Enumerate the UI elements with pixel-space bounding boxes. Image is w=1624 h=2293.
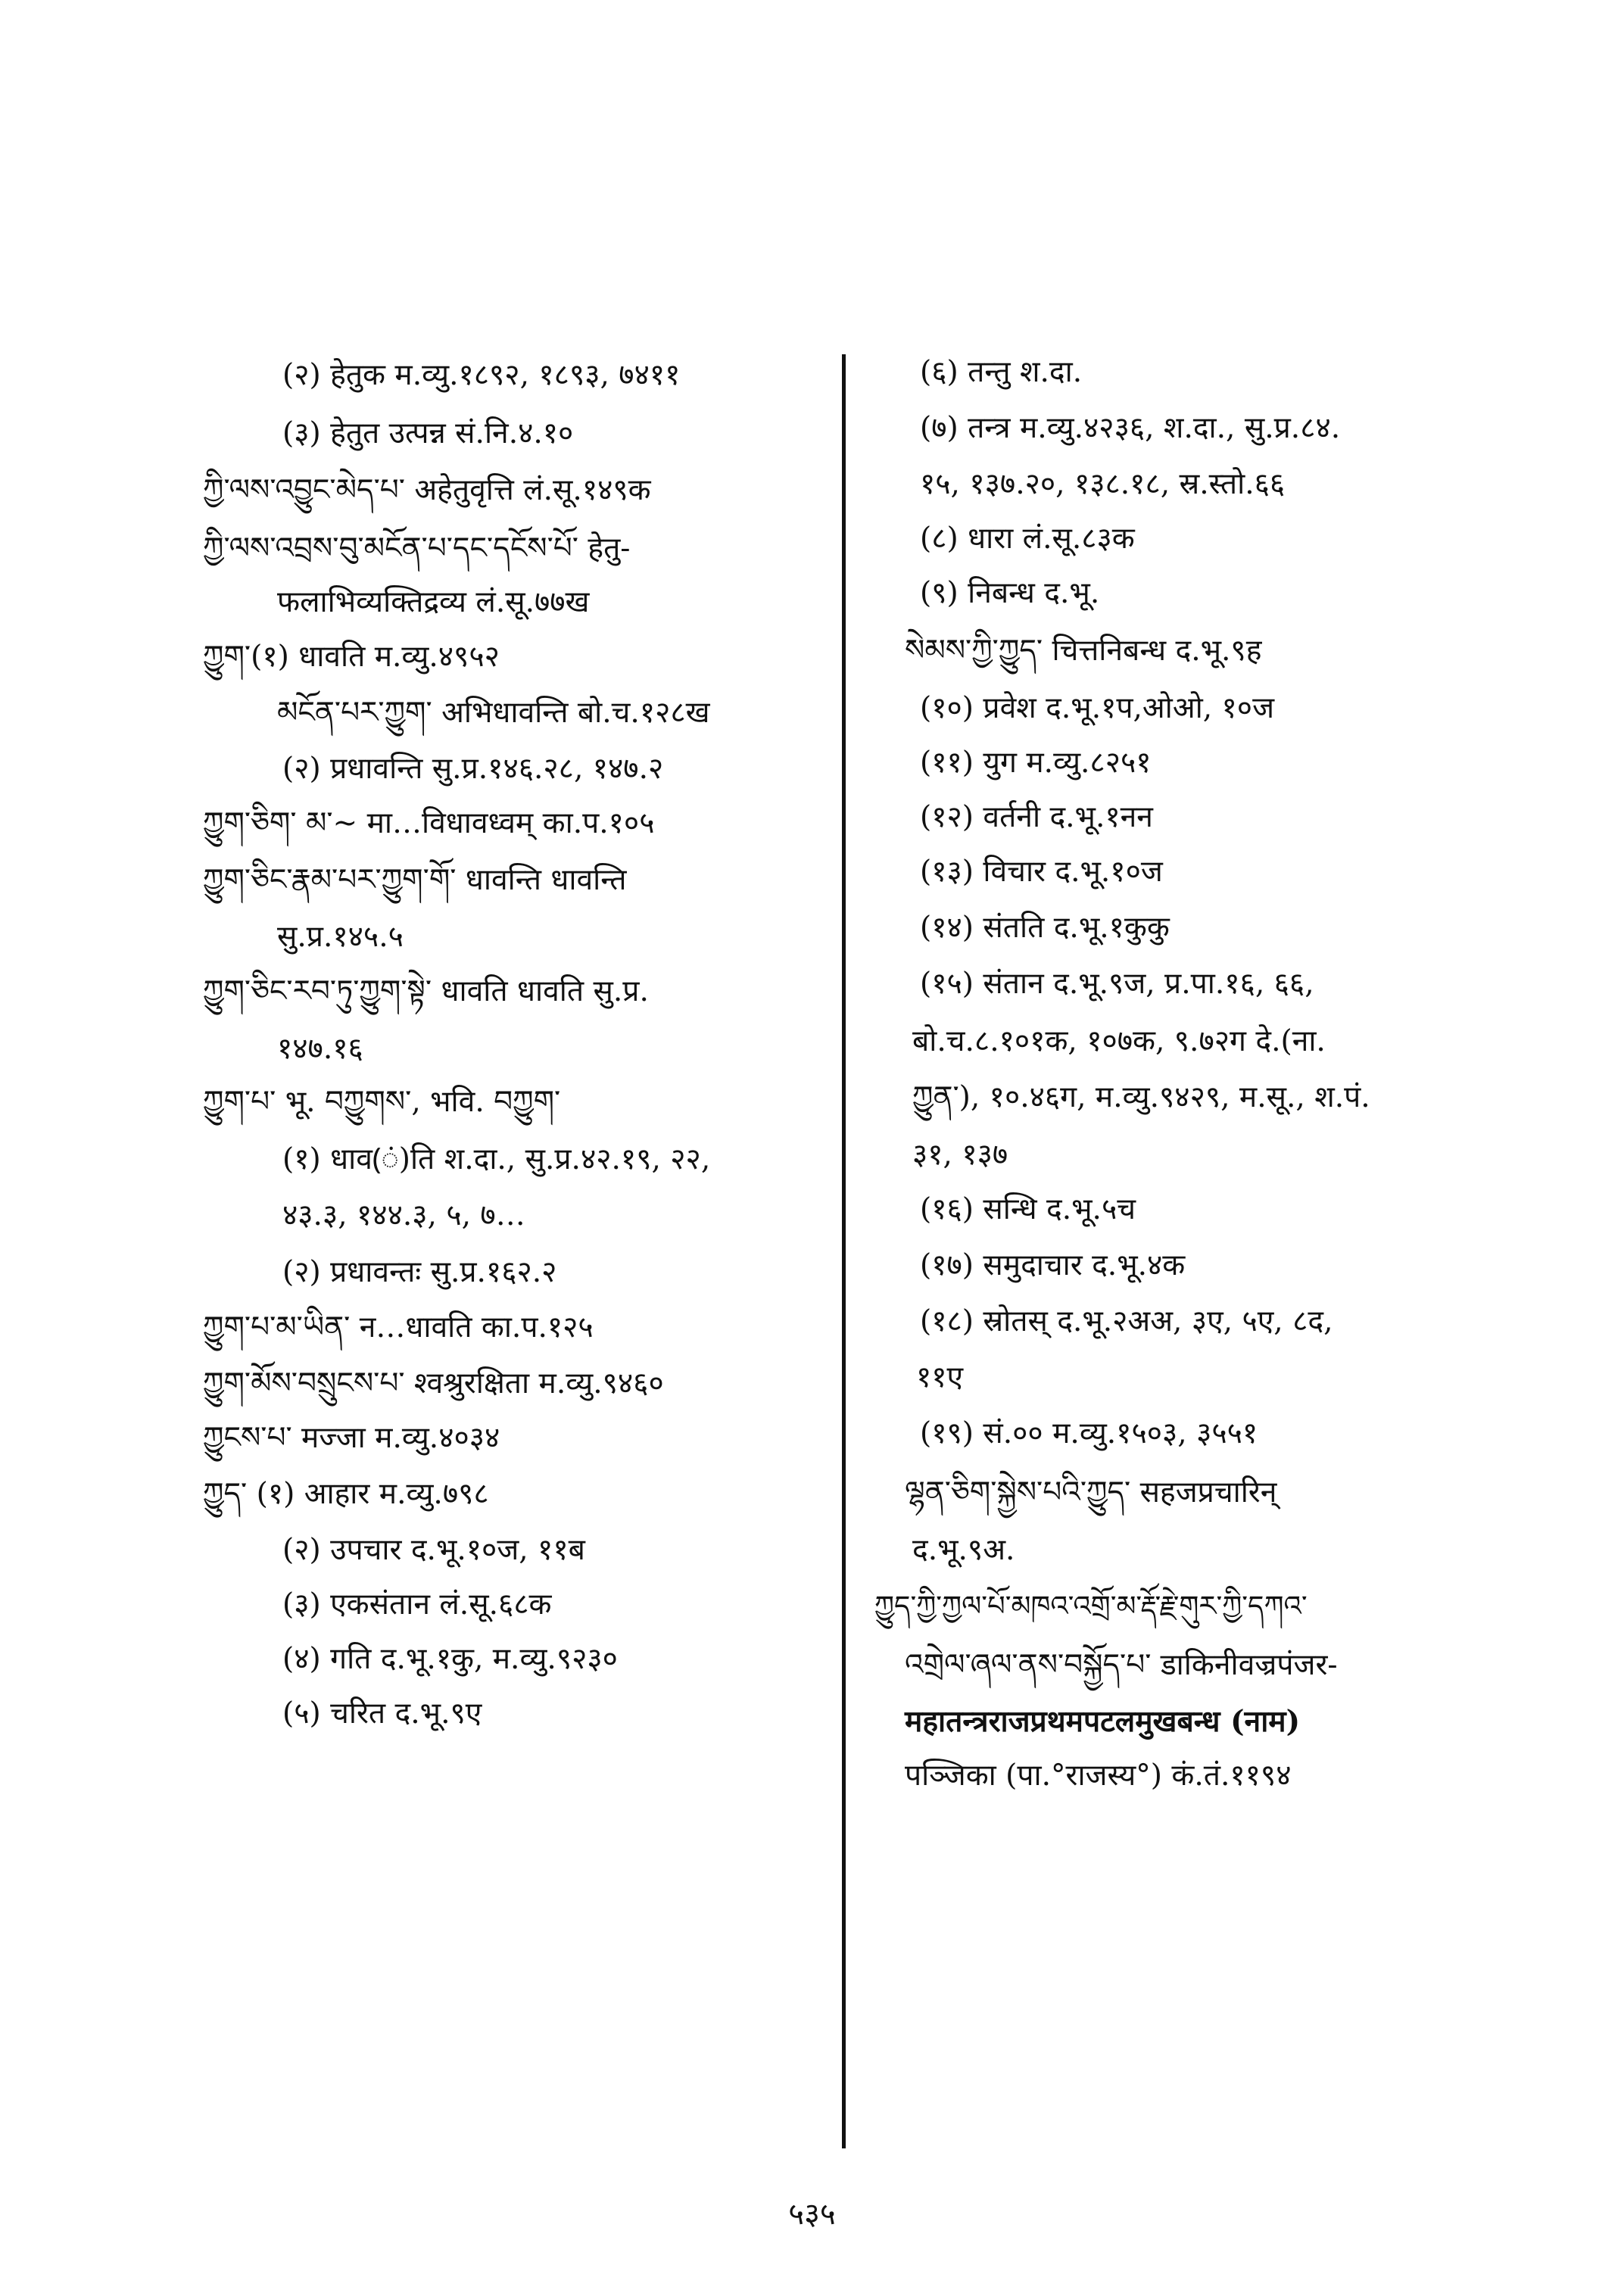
entry-line: (२) प्रधावन्तः सु.प्र.१६२.२ [282, 1255, 557, 1289]
entry-line: (१) धाव(ं)ति श.दा., सु.प्र.४२.१९, २२, [282, 1142, 711, 1176]
entry-line: (३) हेतुत उत्पन्न सं.नि.४.१० [282, 416, 574, 450]
entry-line: ཀྱུག་ཅིང་རབ་ཏུ་ཀྱུག་སྟེ་ धावति धावति सु.प्र. [203, 974, 649, 1008]
entry-line: (८) धारा लं.सू.८३क [920, 522, 1135, 556]
entry-line: (५) चरित द.भू.९ए [282, 1696, 482, 1731]
entry-line: (१३) विचार द.भू.१०ज [920, 855, 1163, 889]
entry-line: ४३.३, १४४.३, ५, ७… [282, 1198, 525, 1232]
entry-line: (२) प्रधावन्ति सु.प्र.१४६.२८, १४७.२ [282, 752, 664, 786]
entry-line: (३) एकसंतान लं.सू.६८क [282, 1587, 552, 1622]
entry-line: (४) गति द.भू.१कु, म.व्यु.९२३० [282, 1642, 618, 1676]
entry-line: ཀྱུག་ཅིང་རྣམ་པར་ཀྱུག་གོ་ धावन्ति धावन्ति [203, 863, 627, 897]
entry-line: फलाभिव्यक्तिद्रव्य लं.सू.७७ख [277, 585, 590, 619]
entry-line: (१९) सं.०० म.व्यु.१५०३, ३५५१ [920, 1416, 1258, 1450]
entry-line: (६) तन्तु श.दा. [920, 355, 1083, 389]
page-number: ५३५ [788, 2197, 836, 2232]
entry-line: འགྲེལ་ཞལ་ནས་བསྐྱོད་པ་ डाकिनीवज्रपंजर- [905, 1648, 1338, 1682]
entry-line: १४७.१६ [277, 1032, 363, 1066]
entry-line: १५, १३७.२०, १३८.१८, स्र.स्तो.६६ [920, 467, 1286, 501]
entry-line: (१६) सन्धि द.भू.५च [920, 1192, 1136, 1226]
entry-line: ཀྱི་ལས་འབྲས་བུ་མངོན་པ་དང་དངོས་པོ་ हेतु- [203, 531, 631, 565]
entry-line: ཀྱི་ལས་འབྱུང་མེད་པ་ अहेतुवृत्ति लं.सू.१४९क [203, 473, 651, 507]
entry-line: (७) तन्त्र म.व्यु.४२३६, श.दा., सु.प्र.८४. [920, 411, 1341, 445]
entry-line: (१५) संतान द.भू.९ज, प्र.पा.१६, ६६, [920, 967, 1314, 1001]
entry-line: ཀྱུག་(१) धावति म.व्यु.४९५२ [203, 640, 500, 674]
entry-line: (११) युग म.व्यु.८२५१ [920, 746, 1152, 780]
entry-line: सु.प्र.१४५.५ [277, 920, 404, 954]
entry-line: बो.च.८.१०१क, १०७क, ९.७२ग दे.(ना. [912, 1024, 1326, 1058]
entry-line: ཀྱུག་པ་ भू. བཀྱུགས་, भवि. བཀྱུག་ [203, 1085, 561, 1119]
entry-line: ལྷན་ཅིག་སྐྱེས་པའི་ཀྱུད་ सहजप्रचारिन् [905, 1475, 1277, 1509]
entry-line: ११ए [916, 1360, 964, 1394]
entry-line: ཀྱུད་ཀྱི་ཀྱལ་པོ་མཁའ་འགྲོ་མ་རྡོ་རྗེ་གུར་ཀྱི་དཀའ་ [874, 1590, 1308, 1622]
entry-line: (१०) प्रवेश द.भू.१प,ओओ, १०ज [920, 691, 1275, 725]
entry-line: (१८) स्रोतस् द.भू.२अअ, ३ए, ५ए, ८द, [920, 1304, 1333, 1338]
entry-line: ३१, १३७ [912, 1138, 1008, 1172]
entry-line: ཀྱུན་), १०.४६ग, म.व्यु.९४२९, म.सू., श.पं. [912, 1080, 1370, 1114]
column-divider [842, 354, 846, 2148]
entry-line: ཀྱུངས་པ་ मज्जा म.व्यु.४०३४ [203, 1421, 500, 1455]
entry-line: (९) निबन्ध द.भू. [920, 576, 1100, 610]
entry-line: མངོན་པར་ཀྱུག་ अभिधावन्ति बो.च.१२८ख [277, 696, 710, 730]
entry-line: महातन्त्रराजप्रथमपटलमुखबन्ध (नाम) [905, 1704, 1301, 1739]
entry-line: (२) हेतुक म.व्यु.१८९२, १८९३, ७४११ [282, 358, 681, 392]
entry-line: पञ्जिका (पा.°राजस्य°) कं.तं.११९४ [905, 1759, 1292, 1793]
entry-line: (२) उपचार द.भू.१०ज, ११ब [282, 1533, 585, 1567]
entry-line: (१२) वर्तनी द.भू.१नन [920, 800, 1153, 834]
entry-line: ཀྱུད་ (१) आहार म.व्यु.७९८ [203, 1477, 489, 1511]
entry-line: སེམས་ཀྱི་ཀྱུད་ चित्तनिबन्ध द.भू.९ह [905, 634, 1262, 668]
entry-line: ཀྱུག་ཅིག་ མ་~ मा…विधावध्वम् का.प.१०५ [203, 806, 655, 840]
entry-line: (१७) समुदाचार द.भू.४क [920, 1248, 1186, 1282]
entry-line: ཀྱུག་མོས་བསྲུངས་པ་ श्वश्रुरक्षिता म.व्यु.९४६० [203, 1366, 664, 1400]
entry-line: (१४) संतति द.भू.१कुकु [920, 911, 1170, 945]
entry-line: द.भू.९अ. [912, 1533, 1015, 1567]
entry-line: ཀྱུག་པ་མ་ཡིན་ न…धावति का.प.१२५ [203, 1310, 594, 1344]
